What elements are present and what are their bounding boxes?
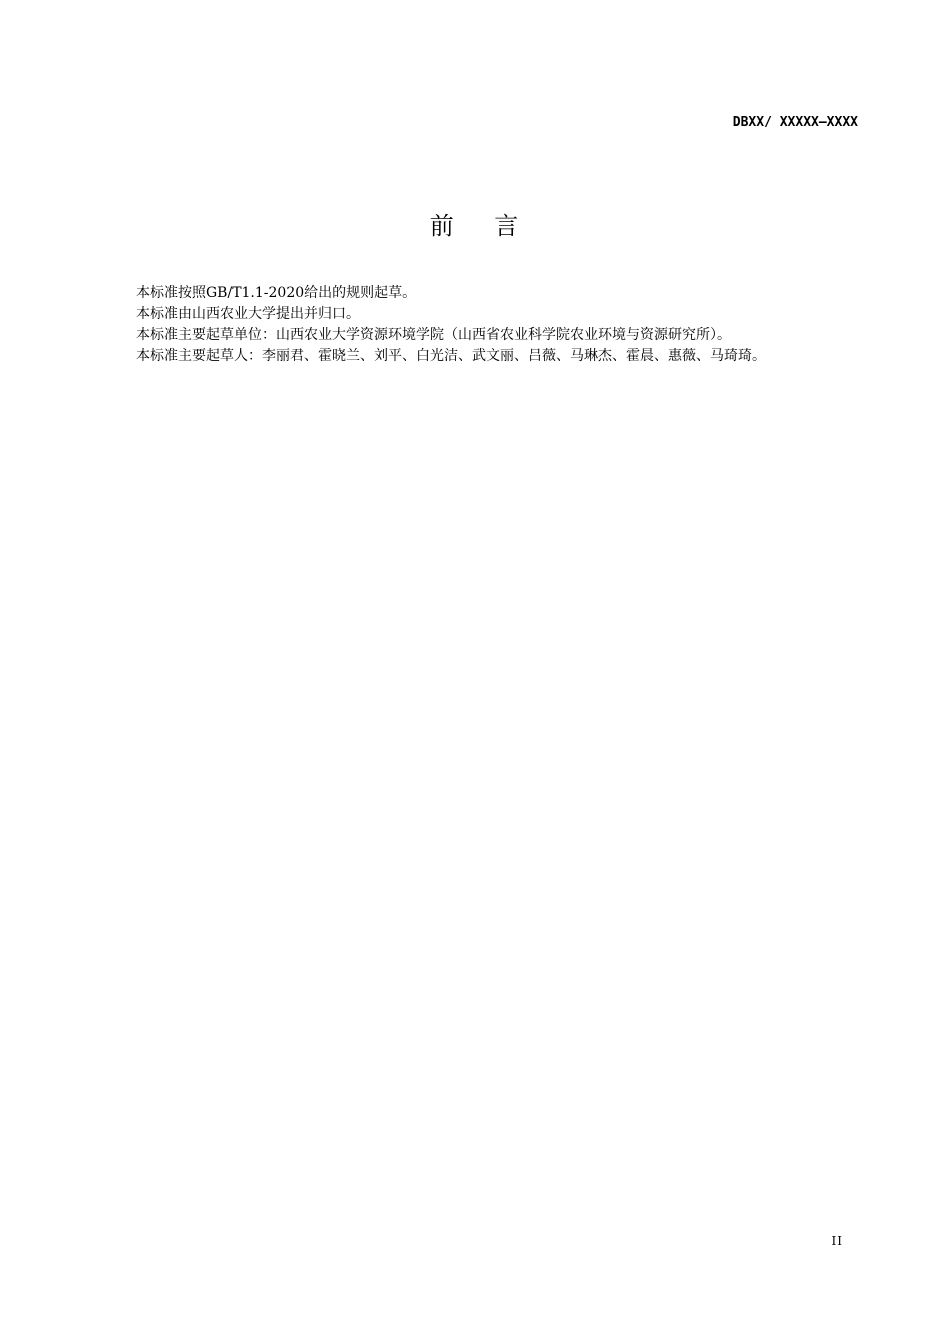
standard-code: DBXX/ XXXXX—XXXX — [732, 115, 858, 130]
page-number: II — [831, 1234, 843, 1248]
paragraph-drafting-units: 本标准主要起草单位：山西农业大学资源环境学院（山西省农业科学院农业环境与资源研究所）。 — [136, 327, 731, 343]
paragraph-drafters: 本标准主要起草人：李丽君、霍晓兰、刘平、白光洁、武文丽、吕薇、马琳杰、霍晨、惠薇、马琦琦。 — [136, 348, 766, 364]
paragraph-drafting-rules: 本标准按照GB/T1.1-2020给出的规则起草。 — [136, 285, 417, 301]
paragraph-proposer: 本标准由山西农业大学提出并归口。 — [136, 306, 360, 322]
page-title: 前 言 — [429, 212, 521, 240]
foreword-body — [106, 283, 870, 367]
